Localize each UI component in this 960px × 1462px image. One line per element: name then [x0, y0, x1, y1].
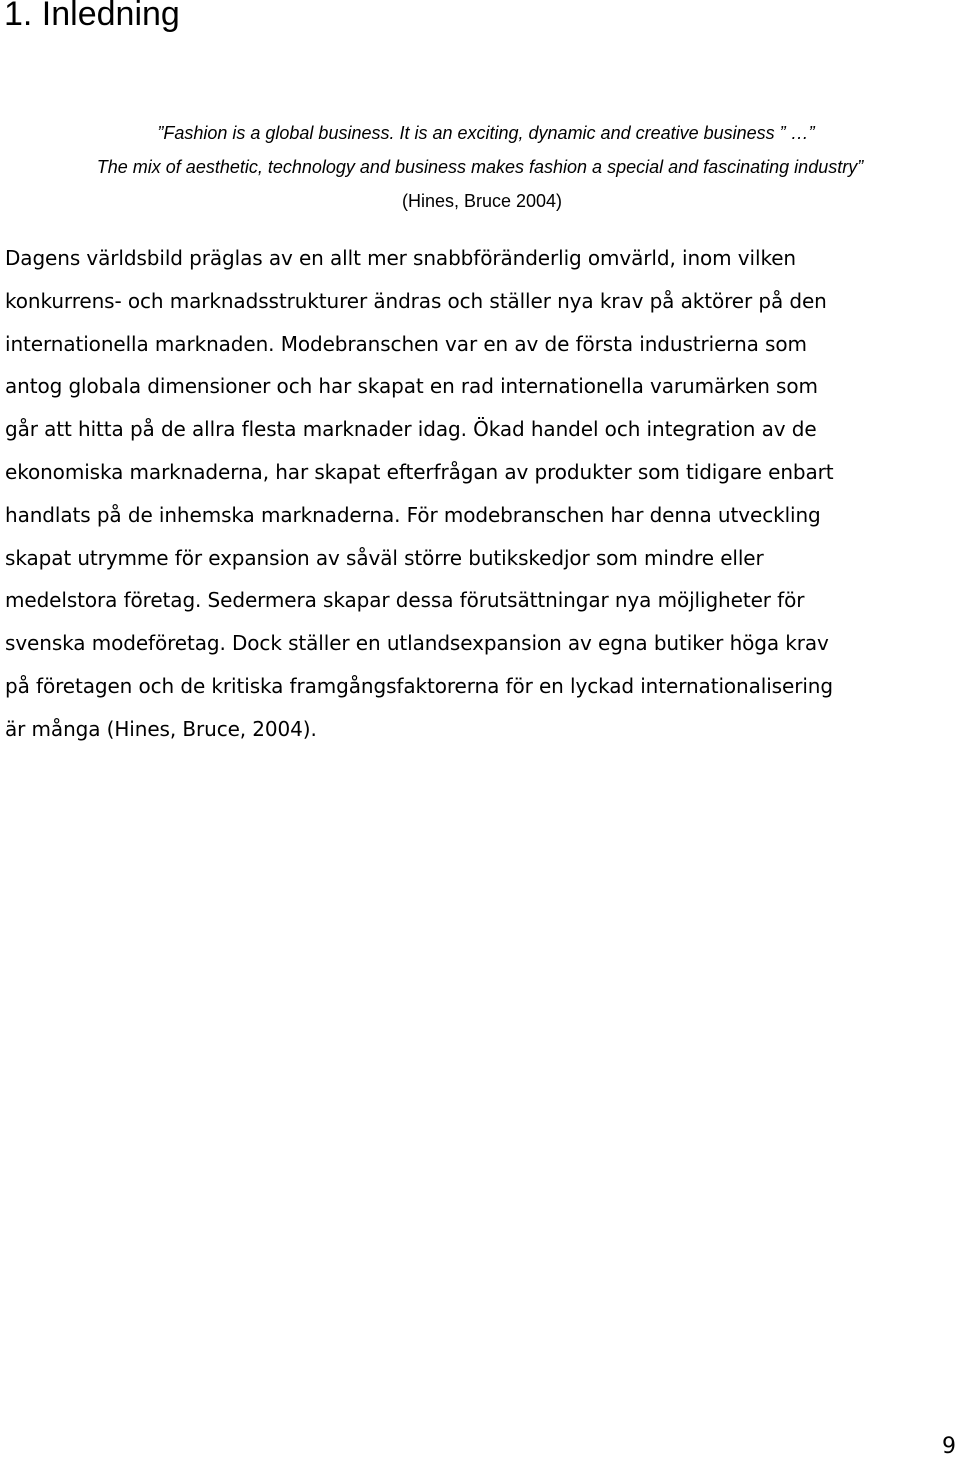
paragraph-line: går att hitta på de allra flesta marknader idag. Ökad handel och integration av de [5, 417, 817, 442]
paragraph-line: på företagen och de kritiska framgångsfaktorerna för en lyckad internationalisering [5, 673, 833, 698]
paragraph-line: ekonomiska marknaderna, har skapat efterfrågan av produkter som tidigare enbart [5, 459, 834, 484]
paragraph-line: internationella marknaden. Modebranschen var en av de första industrierna som [5, 331, 807, 356]
paragraph-line: skapat utrymme för expansion av såväl större butikskedjor som mindre eller [5, 545, 764, 570]
page-number: 9 [942, 1434, 956, 1459]
body-paragraph [5, 237, 955, 751]
epigraph-quote [0, 116, 960, 218]
quote-line-1: ”Fashion is a global business. It is an exciting, dynamic and creative business ” …” [157, 123, 815, 143]
paragraph-line: medelstora företag. Sedermera skapar dessa förutsättningar nya möjligheter för [5, 588, 805, 613]
paragraph-line: handlats på de inhemska marknaderna. För modebranschen har denna utveckling [5, 502, 821, 527]
paragraph-line: är många (Hines, Bruce, 2004). [5, 716, 317, 741]
paragraph-line: antog globala dimensioner och har skapat en rad internationella varumärken som [5, 374, 818, 399]
quote-line-2: The mix of aesthetic, technology and business makes fashion a special and fascinating industry” [96, 157, 864, 177]
paragraph-line: konkurrens- och marknadsstrukturer ändras och ställer nya krav på aktörer på den [5, 288, 827, 313]
section-heading: 1. Inledning [4, 0, 180, 33]
paragraph-line: Dagens världsbild präglas av en allt mer snabbföränderlig omvärld, inom vilken [5, 246, 797, 270]
paragraph-line: svenska modeföretag. Dock ställer en utlandsexpansion av egna butiker höga krav [5, 631, 829, 656]
quote-citation: (Hines, Bruce 2004) [401, 191, 563, 211]
